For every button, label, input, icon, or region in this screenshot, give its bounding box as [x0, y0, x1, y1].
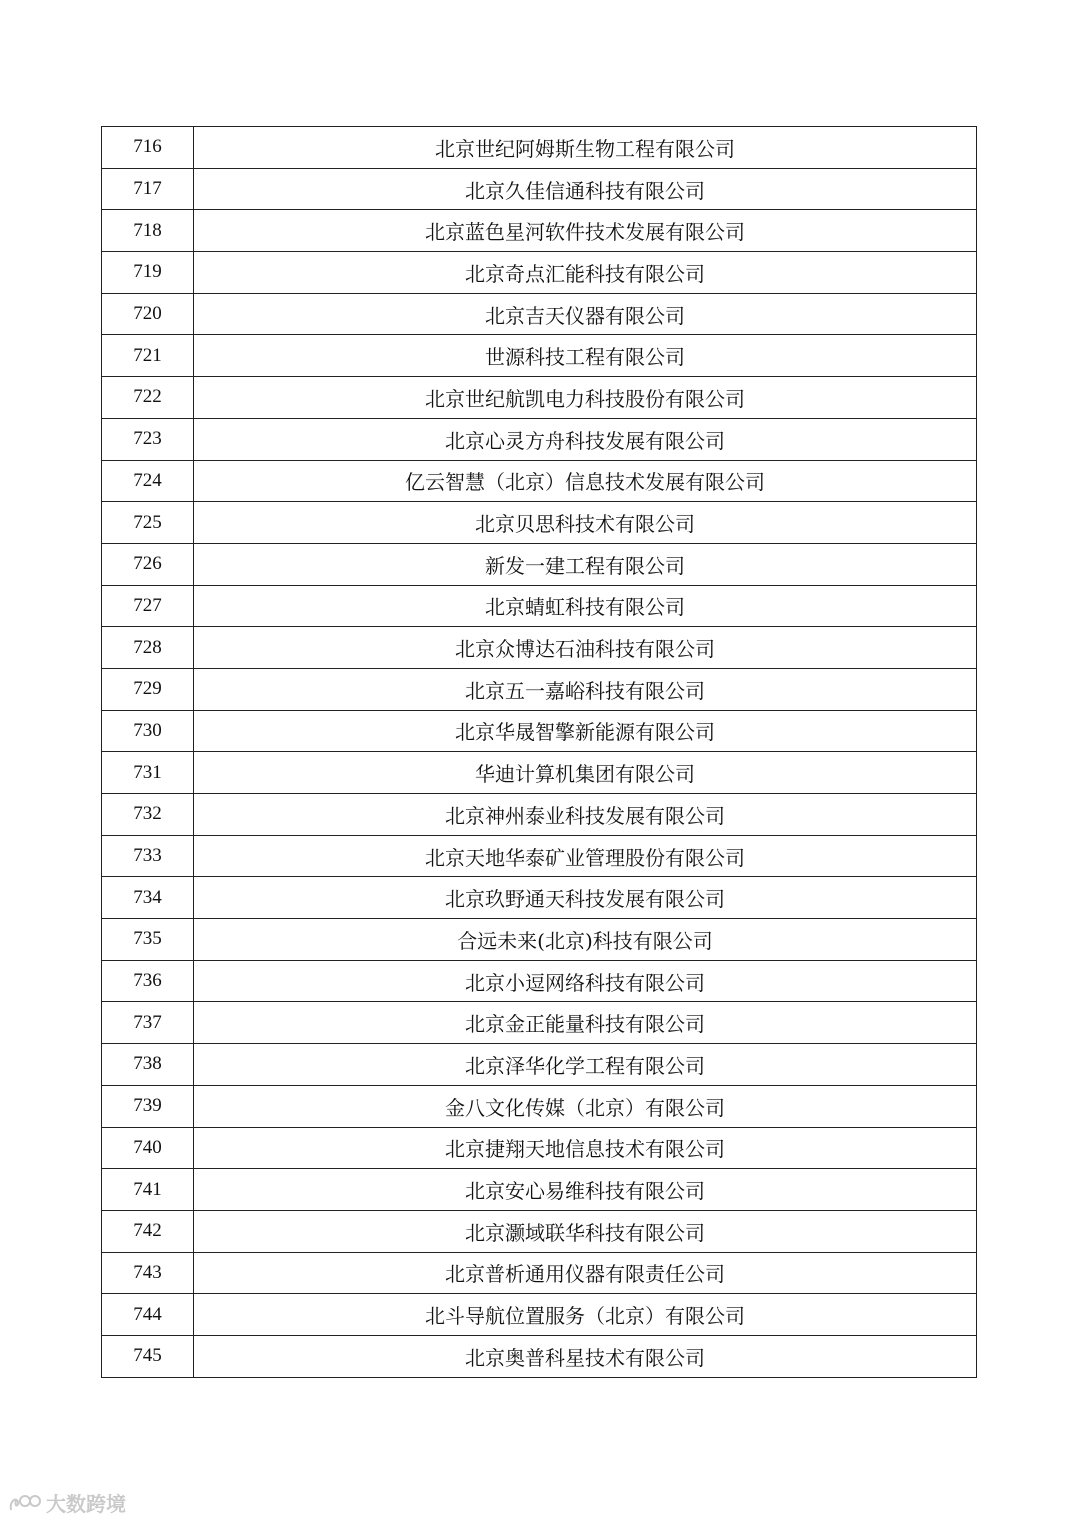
company-name: 北京安心易维科技有限公司	[194, 1169, 977, 1211]
company-name: 华迪计算机集团有限公司	[194, 752, 977, 794]
row-number: 716	[102, 127, 194, 169]
company-name: 北京奥普科星技术有限公司	[194, 1335, 977, 1377]
company-name: 北京捷翔天地信息技术有限公司	[194, 1127, 977, 1169]
company-name: 北京奇点汇能科技有限公司	[194, 252, 977, 294]
row-number: 735	[102, 919, 194, 961]
table-row	[102, 1127, 977, 1169]
row-number: 733	[102, 835, 194, 877]
row-number: 719	[102, 252, 194, 294]
table-row	[102, 919, 977, 961]
row-number: 726	[102, 543, 194, 585]
row-number: 725	[102, 502, 194, 544]
row-number: 717	[102, 168, 194, 210]
table-row	[102, 1252, 977, 1294]
table-row	[102, 418, 977, 460]
table-row	[102, 585, 977, 627]
company-list-table	[101, 126, 977, 1378]
table-row	[102, 335, 977, 377]
row-number: 721	[102, 335, 194, 377]
row-number: 744	[102, 1294, 194, 1336]
company-name: 亿云智慧（北京）信息技术发展有限公司	[194, 460, 977, 502]
row-number: 720	[102, 293, 194, 335]
row-number: 724	[102, 460, 194, 502]
row-number: 722	[102, 377, 194, 419]
doodle-logo-icon	[8, 1492, 42, 1514]
row-number: 734	[102, 877, 194, 919]
watermark-text: 大数跨境	[46, 1492, 126, 1516]
company-name: 北京贝思科技术有限公司	[194, 502, 977, 544]
table-row	[102, 1210, 977, 1252]
row-number: 738	[102, 1044, 194, 1086]
row-number: 731	[102, 752, 194, 794]
table-row	[102, 752, 977, 794]
table-row	[102, 1169, 977, 1211]
table-row	[102, 1294, 977, 1336]
row-number: 745	[102, 1335, 194, 1377]
watermark	[8, 1488, 126, 1517]
company-name: 北京华晟智擎新能源有限公司	[194, 710, 977, 752]
table-row	[102, 877, 977, 919]
table-row	[102, 835, 977, 877]
table-row	[102, 127, 977, 169]
company-name: 北京蓝色星河软件技术发展有限公司	[194, 210, 977, 252]
table-row	[102, 210, 977, 252]
row-number: 736	[102, 960, 194, 1002]
table-row	[102, 1335, 977, 1377]
table-row	[102, 502, 977, 544]
company-name: 北京吉天仪器有限公司	[194, 293, 977, 335]
company-name: 北京金正能量科技有限公司	[194, 1002, 977, 1044]
row-number: 718	[102, 210, 194, 252]
table-row	[102, 668, 977, 710]
row-number: 729	[102, 668, 194, 710]
row-number: 732	[102, 794, 194, 836]
row-number: 737	[102, 1002, 194, 1044]
company-name: 金八文化传媒（北京）有限公司	[194, 1085, 977, 1127]
table-row	[102, 543, 977, 585]
row-number: 739	[102, 1085, 194, 1127]
company-name: 新发一建工程有限公司	[194, 543, 977, 585]
row-number: 743	[102, 1252, 194, 1294]
table-row	[102, 1044, 977, 1086]
table-row	[102, 252, 977, 294]
company-name: 北京天地华泰矿业管理股份有限公司	[194, 835, 977, 877]
table-row	[102, 1002, 977, 1044]
table-row	[102, 377, 977, 419]
table-row	[102, 1085, 977, 1127]
table-row	[102, 627, 977, 669]
row-number: 728	[102, 627, 194, 669]
table-row	[102, 794, 977, 836]
company-name: 北京神州泰业科技发展有限公司	[194, 794, 977, 836]
company-name: 世源科技工程有限公司	[194, 335, 977, 377]
row-number: 742	[102, 1210, 194, 1252]
company-list-body	[102, 127, 977, 1378]
company-name: 北京五一嘉峪科技有限公司	[194, 668, 977, 710]
row-number: 730	[102, 710, 194, 752]
company-name: 北京久佳信通科技有限公司	[194, 168, 977, 210]
company-name: 北京世纪阿姆斯生物工程有限公司	[194, 127, 977, 169]
company-name: 北京普析通用仪器有限责任公司	[194, 1252, 977, 1294]
company-name: 北京众博达石油科技有限公司	[194, 627, 977, 669]
table-row	[102, 960, 977, 1002]
table-row	[102, 710, 977, 752]
company-name: 北斗导航位置服务（北京）有限公司	[194, 1294, 977, 1336]
table-row	[102, 460, 977, 502]
company-name: 北京泽华化学工程有限公司	[194, 1044, 977, 1086]
company-name: 北京心灵方舟科技发展有限公司	[194, 418, 977, 460]
company-name: 北京灏域联华科技有限公司	[194, 1210, 977, 1252]
company-name: 北京小逗网络科技有限公司	[194, 960, 977, 1002]
company-name: 北京蜻虹科技有限公司	[194, 585, 977, 627]
row-number: 723	[102, 418, 194, 460]
company-name: 北京玖野通天科技发展有限公司	[194, 877, 977, 919]
table-row	[102, 168, 977, 210]
row-number: 740	[102, 1127, 194, 1169]
row-number: 727	[102, 585, 194, 627]
row-number: 741	[102, 1169, 194, 1211]
table-row	[102, 293, 977, 335]
company-name: 合远未来(北京)科技有限公司	[194, 919, 977, 961]
company-name: 北京世纪航凯电力科技股份有限公司	[194, 377, 977, 419]
